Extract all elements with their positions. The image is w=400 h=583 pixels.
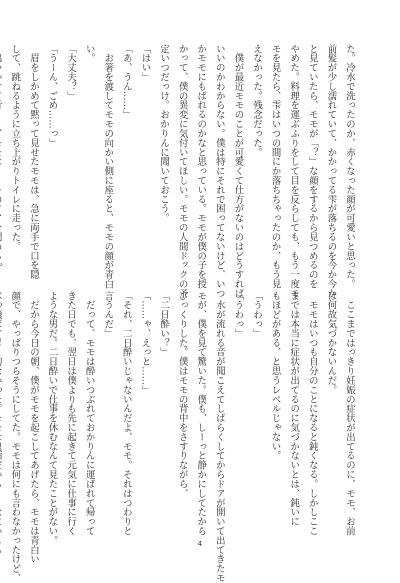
text-column: 顔で、やっぱりつらそうにしてた。モモは何にも言わなかったけど、	[9, 291, 21, 583]
text-column: 「あ、うん……」	[120, 44, 132, 120]
text-column: モモはいつも自分のことになると鈍くなる。しかしここ	[306, 291, 318, 536]
text-column: モを見たら、雫はいつの間にか落ちちゃったのか、もう見	[269, 44, 281, 289]
text-column: 言うんだ」	[102, 291, 114, 339]
text-column: ような男だ。二日酔いで仕事を休むなんて見たことがない。	[46, 291, 58, 546]
upper-text-block	[0, 44, 358, 299]
text-column	[0, 291, 5, 503]
text-column: して、跳ねるように立ち上がりトイレに走った。	[9, 44, 21, 252]
text-column: 「……ゃ、えっと……」	[139, 291, 151, 395]
text-column: きた日でも、翌日は僕よりも先に起きて元気に仕事に行く	[65, 291, 77, 536]
text-column: 「大丈夫？」	[65, 44, 77, 101]
text-column: もほどがある、と思うレベルじゃない。	[269, 291, 281, 461]
text-column: やめた。料理を運ぶふりをして目を反らしても、もう一度モ	[288, 44, 300, 299]
text-column: 僕が最近モモのことが可愛くて仕方がないのはどうすれば	[232, 44, 244, 299]
text-column: 「はい」	[139, 44, 151, 82]
text-column: モが、僕を見て驚いた。僕も、しーっと静かにしてたから	[195, 291, 207, 536]
text-column: 定いつだっけ。おかりんに聞いておこう。	[158, 44, 170, 223]
text-column: お箸を渡してモモの向かい側に座ると、モモの顔が青白	[102, 44, 114, 289]
text-column: た。冷水で洗ったのか、赤くなった顔が可愛いと思った。	[344, 44, 355, 289]
text-column: い。	[83, 44, 95, 63]
text-column: 「二日酔い？」	[158, 291, 170, 357]
text-column: かって、僕の異変に気付いてほしい。モモの人間ドックの予	[176, 44, 188, 299]
text-column: だから今日の朝、僕がモモを起こしてあげたら、モモは青白い	[27, 291, 39, 564]
text-column: いいのかわからない。僕は特にそれで困ってないけど、いつ	[213, 44, 225, 299]
text-column: 「うわっ」	[232, 291, 244, 339]
text-column: びっくりした。僕はモモの背中をさすりながら、	[176, 291, 188, 499]
text-column: えなかった。残念だった。	[251, 44, 263, 157]
text-column: 水が流れる音が聞こえてしばらくしてからドアが開いて出てきたモ	[213, 291, 225, 583]
text-column: かモモにもばれるのかなと思っている。モモが僕の子を授	[195, 44, 207, 289]
lower-text-block	[0, 291, 358, 583]
text-column: までは本当に症状が出てるのに気づかないとは、鈍いに	[288, 291, 300, 527]
text-column: 「うーん、ごめ……っ」	[46, 44, 58, 148]
page-number: 4	[197, 540, 203, 548]
text-column: ここまではっきり妊娠の症状が出てるのに、モモ、お前	[344, 291, 355, 536]
text-column: 眉をしかめて黙って見せたモモは、急に両手で口を隠	[27, 44, 39, 280]
text-column: だって、モモは酔いつぶれておかりんに運ばれて帰って	[83, 291, 95, 536]
text-column: 前髪が少し濡れていて、かかってる雫が落ちるのを今か今か	[325, 44, 337, 299]
text-column: 「それ、二日酔いじゃないんだよ、モモ。それはつわりと	[120, 291, 132, 536]
text-column: と見ていたら、モモが「？」な顔をするから見つめるのを	[306, 44, 318, 289]
text-column: 「うわっ」	[251, 291, 263, 339]
text-column	[0, 44, 5, 256]
text-column: は何故気づかないんだ。	[325, 291, 337, 395]
